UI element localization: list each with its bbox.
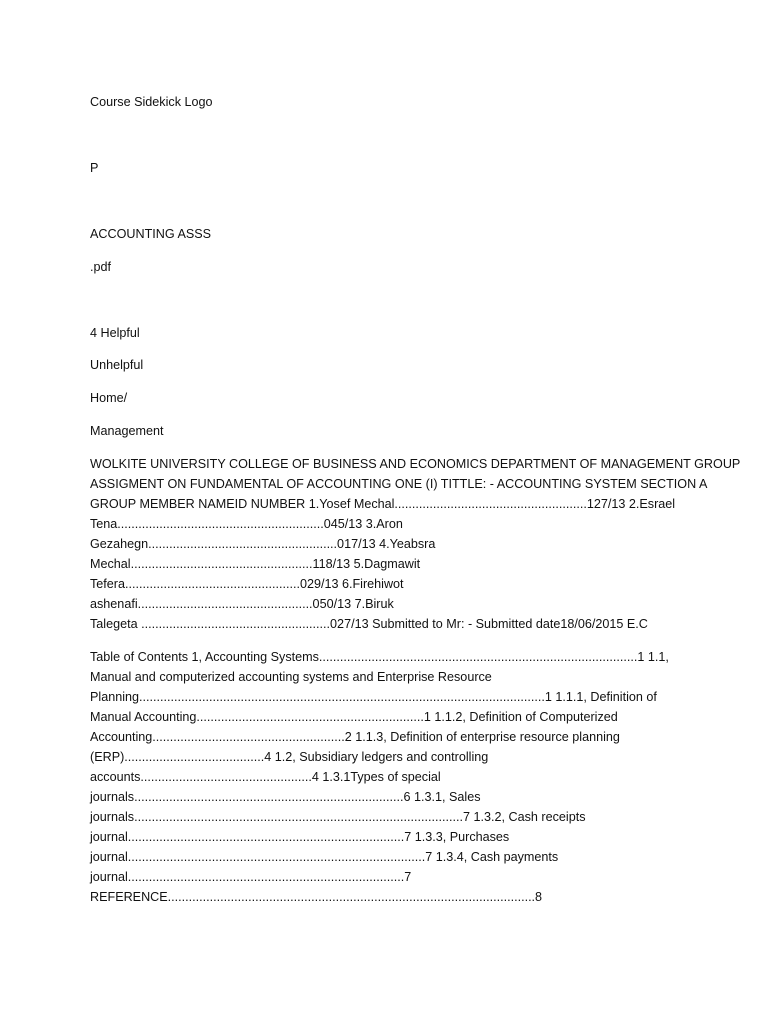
toc-line: journal...............................................................................7 [90,870,412,884]
intro-paragraph [90,454,741,634]
toc-line: Manual and computerized accounting systems and Enterprise Resource [90,670,492,684]
toc-line: journal...............................................................................7 1.3.3, Purchases [90,830,510,844]
breadcrumb-category[interactable] [90,423,164,439]
toc-line: Manual Accounting.................................................................1 1.1.2, Definition of Computerized [90,710,618,724]
toc-line: REFERENCE.........................................................................................................8 [90,890,543,904]
toc-line: journal.....................................................................................7 1.3.4, Cash payments [90,850,559,864]
text-line: Tena...........................................................045/13 3.Aron [90,517,403,531]
text-line: Mechal....................................................118/13 5.Dagmawit [90,557,421,571]
toc-line: Planning....................................................................................................................1 1.1.1, Definition of [90,690,657,704]
text-line: GROUP MEMBER NAMEID NUMBER 1.Yosef Mechal.......................................................127/13 2.Esrael [90,497,676,511]
toc-line: accounts.................................................4 1.3.1Types of special [90,770,441,784]
breadcrumb-home-link[interactable]: Home/ [90,391,128,405]
toc-line: (ERP)........................................4 1.2, Subsidiary ledgers and controlling [90,750,489,764]
text-line: ASSIGMENT ON FUNDAMENTAL OF ACCOUNTING ONE (I) TITTLE: - ACCOUNTING SYSTEM SECTION A [90,477,708,491]
toc-line: journals..............................................................................................7 1.3.2, Cash receipts [90,810,586,824]
text-line: WOLKITE UNIVERSITY COLLEGE OF BUSINESS AND ECONOMICS DEPARTMENT OF MANAGEMENT GROUP [90,457,741,471]
logo-text: Course Sidekick Logo [90,95,213,109]
breadcrumb-category-link[interactable]: Management [90,424,164,438]
document-extension: .pdf [90,260,112,274]
text-line: ashenafi..................................................050/13 7.Biruk [90,597,394,611]
toc-line: Accounting.......................................................2 1.1.3, Definition of enterprise resource planning [90,730,620,744]
unhelpful-button[interactable]: Unhelpful [90,358,144,372]
toc-line: journals.............................................................................6 1.3.1, Sales [90,790,481,804]
text-line: Gezahegn......................................................017/13 4.Yeabsra [90,537,436,551]
text-line: Talegeta ......................................................027/13 Submitted to Mr: - Submitted date18/06/2015 E.C [90,617,648,631]
table-of-contents [90,647,690,907]
logo[interactable] [90,94,213,110]
text-line: Tefera..................................................029/13 6.Firehiwot [90,577,404,591]
helpful-button[interactable]: 4 Helpful [90,326,140,340]
breadcrumb-home[interactable] [90,390,127,406]
profile-avatar[interactable] [90,160,98,176]
avatar-letter: P [90,161,99,175]
toc-line: Table of Contents 1, Accounting Systems...........................................................................................1 1.1, [90,650,669,664]
document-title: ACCOUNTING ASSS [90,227,212,241]
